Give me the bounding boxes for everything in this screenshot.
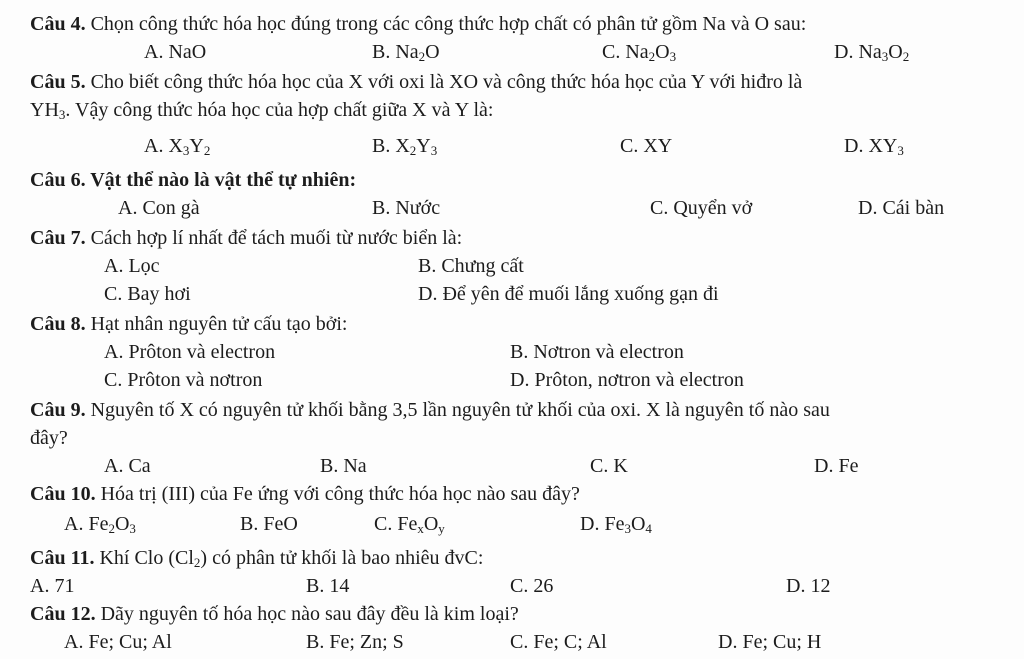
option-label: B. xyxy=(372,135,396,157)
option-d xyxy=(718,630,821,654)
option-d xyxy=(580,512,652,536)
question-5 xyxy=(30,70,802,94)
text-run: Fe xyxy=(397,513,418,535)
subscript: 3 xyxy=(182,143,190,158)
question-text: Nguyên tố X có nguyên tử khối bằng 3,5 lần nguyên tử khối của oxi. X là nguyên tố nào sau xyxy=(85,399,830,421)
text-run: 12 xyxy=(810,575,831,597)
option-label: C. xyxy=(590,455,614,477)
text-run: Na xyxy=(343,455,367,477)
option-label: A. xyxy=(144,135,169,157)
option-label: D. xyxy=(418,283,443,305)
option-c xyxy=(104,368,262,392)
option-label: D. xyxy=(844,135,869,157)
text-run: 26 xyxy=(533,575,554,597)
text-run: O xyxy=(630,513,646,535)
option-c xyxy=(602,40,676,64)
option-label: D. xyxy=(786,575,811,597)
option-label: B. xyxy=(240,513,264,535)
text-run: 14 xyxy=(329,575,350,597)
option-label: A. xyxy=(104,255,129,277)
question-number: Câu 5. xyxy=(30,71,86,93)
option-label: A. xyxy=(104,341,129,363)
option-c xyxy=(620,134,672,158)
subscript: 2 xyxy=(418,49,426,64)
text-run: Na xyxy=(395,41,419,63)
option-d xyxy=(814,454,858,478)
subscript: 2 xyxy=(203,143,211,158)
option-a xyxy=(30,574,74,598)
option-a xyxy=(144,134,210,158)
subscript: 3 xyxy=(881,49,889,64)
question-10 xyxy=(30,482,580,506)
text-run: YH xyxy=(30,99,59,121)
option-label: A. xyxy=(64,513,89,535)
text-run: . Vậy công thức hóa học của hợp chất giữa X và Y là: xyxy=(65,99,494,121)
option-label: D. xyxy=(718,631,743,653)
text-run: Ca xyxy=(128,455,151,477)
text-run: Con gà xyxy=(142,197,200,219)
text-run: O xyxy=(425,41,440,63)
question-number: Câu 6. xyxy=(30,169,86,191)
text-run: Y xyxy=(189,135,204,157)
subscript: y xyxy=(438,521,445,536)
question-7 xyxy=(30,226,462,250)
option-label: C. xyxy=(374,513,398,535)
option-d xyxy=(418,282,719,306)
option-label: B. xyxy=(306,631,330,653)
option-label: A. xyxy=(118,197,143,219)
text-run: Y xyxy=(416,135,431,157)
text-run: Cái bàn xyxy=(882,197,945,219)
text-run: O xyxy=(423,513,439,535)
option-label: B. xyxy=(320,455,344,477)
question-9 xyxy=(30,398,830,422)
subscript: 2 xyxy=(193,555,201,570)
subscript: x xyxy=(417,521,424,536)
option-label: D. xyxy=(834,41,859,63)
option-label: C. xyxy=(104,283,128,305)
option-c xyxy=(650,196,752,220)
option-c xyxy=(510,574,553,598)
option-label: C. xyxy=(510,575,534,597)
option-b xyxy=(510,340,684,364)
text-run: Fe xyxy=(604,513,625,535)
text-run: Fe xyxy=(838,455,859,477)
subscript: 3 xyxy=(669,49,677,64)
subscript: 2 xyxy=(648,49,656,64)
option-b xyxy=(320,454,367,478)
text-run: X xyxy=(395,135,410,157)
question-text: Vật thể nào là vật thể tự nhiên: xyxy=(85,169,357,191)
option-label: C. xyxy=(620,135,644,157)
question-number: Câu 12. xyxy=(30,603,96,625)
question-number: Câu 8. xyxy=(30,313,86,335)
subscript: 3 xyxy=(897,143,904,158)
option-label: D. xyxy=(814,455,839,477)
option-a xyxy=(64,630,172,654)
option-c xyxy=(510,630,607,654)
option-b xyxy=(372,134,437,158)
option-d xyxy=(858,196,944,220)
subscript: 3 xyxy=(624,521,631,536)
subscript: 4 xyxy=(645,521,652,536)
subscript: 3 xyxy=(58,107,66,122)
question-number: Câu 11. xyxy=(30,547,95,569)
question-number: Câu 7. xyxy=(30,227,86,249)
text-run: 71 xyxy=(54,575,75,597)
subscript: 2 xyxy=(108,521,115,536)
question-number: Câu 4. xyxy=(30,13,86,35)
option-label: B. xyxy=(510,341,534,363)
question-text: Dãy nguyên tố hóa học nào sau đây đều là kim loại? xyxy=(95,603,519,625)
text-run: Fe; Zn; S xyxy=(329,631,404,653)
subscript: 2 xyxy=(409,143,417,158)
text-run: Lọc xyxy=(128,255,160,277)
option-c xyxy=(104,282,191,306)
question-text: Hạt nhân nguyên tử cấu tạo bởi: xyxy=(85,313,348,335)
question-text: Cách hợp lí nhất để tách muối từ nước biển là: xyxy=(85,227,463,249)
question-text: Chọn công thức hóa học đúng trong các công thức hợp chất có phân tử gồm Na và O sau: xyxy=(85,13,807,35)
text-run: đây? xyxy=(30,427,68,449)
option-label: C. xyxy=(104,369,128,391)
text-run: Bay hơi xyxy=(127,283,191,305)
text-run: Prôton, nơtron và electron xyxy=(534,369,744,391)
option-b xyxy=(372,196,440,220)
text-run: Na xyxy=(625,41,649,63)
text-run: Prôton và nơtron xyxy=(127,369,263,391)
question-text xyxy=(94,547,483,569)
option-a xyxy=(64,512,136,536)
option-b xyxy=(306,574,349,598)
text-run: Nơtron và electron xyxy=(533,341,684,363)
text-run: K xyxy=(613,455,628,477)
question-12 xyxy=(30,602,519,626)
text-run: Để yên để muối lắng xuống gạn đi xyxy=(442,283,719,305)
text-run: O xyxy=(655,41,670,63)
option-b xyxy=(418,254,524,278)
text-run: O xyxy=(114,513,130,535)
text-run: X xyxy=(168,135,183,157)
question-8 xyxy=(30,312,347,336)
option-label: C. xyxy=(602,41,626,63)
option-label: B. xyxy=(306,575,330,597)
text-run: FeO xyxy=(263,513,298,535)
text-run: Prôton và electron xyxy=(128,341,276,363)
question-4 xyxy=(30,12,806,36)
text-run: ) có phân tử khối là bao nhiêu đvC: xyxy=(200,547,484,569)
question-5-line2 xyxy=(30,98,493,122)
option-d xyxy=(510,368,744,392)
text-run: Fe; Cu; Al xyxy=(88,631,172,653)
question-number: Câu 10. xyxy=(30,483,96,505)
option-label: A. xyxy=(144,41,169,63)
option-label: B. xyxy=(418,255,442,277)
option-label: A. xyxy=(104,455,129,477)
option-a xyxy=(118,196,200,220)
option-c xyxy=(374,512,445,536)
option-label: D. xyxy=(510,369,535,391)
text-run: Khí Clo (Cl xyxy=(94,547,194,569)
option-label: C. xyxy=(650,197,674,219)
option-a xyxy=(104,254,160,278)
option-b xyxy=(372,40,440,64)
text-run: Fe; C; Al xyxy=(533,631,607,653)
option-label: B. xyxy=(372,41,396,63)
option-d xyxy=(786,574,830,598)
option-b xyxy=(306,630,404,654)
question-text: Cho biết công thức hóa học của X với oxi là XO và công thức hóa học của Y với hiđro là xyxy=(85,71,803,93)
question-text: Hóa trị (III) của Fe ứng với công thức hóa học nào sau đây? xyxy=(95,483,580,505)
option-a xyxy=(104,454,151,478)
subscript: 3 xyxy=(129,521,136,536)
text-run: XY xyxy=(868,135,898,157)
option-d xyxy=(834,40,909,64)
text-run: Fe; Cu; H xyxy=(742,631,822,653)
subscript: 3 xyxy=(430,143,438,158)
option-label: C. xyxy=(510,631,534,653)
text-run: XY xyxy=(643,135,673,157)
text-run: Chưng cất xyxy=(441,255,524,277)
question-number: Câu 9. xyxy=(30,399,86,421)
subscript: 2 xyxy=(902,49,910,64)
text-run: Quyển vở xyxy=(673,197,753,219)
option-b xyxy=(240,512,298,536)
option-d xyxy=(844,134,904,158)
option-c xyxy=(590,454,628,478)
option-label: A. xyxy=(64,631,89,653)
question-11 xyxy=(30,546,483,570)
option-label: D. xyxy=(580,513,605,535)
option-label: D. xyxy=(858,197,883,219)
option-label: A. xyxy=(30,575,55,597)
text-run: Na xyxy=(858,41,882,63)
text-run: NaO xyxy=(168,41,207,63)
text-run: O xyxy=(888,41,903,63)
question-9-line2 xyxy=(30,426,68,450)
question-6 xyxy=(30,168,356,192)
option-label: B. xyxy=(372,197,396,219)
option-a xyxy=(104,340,275,364)
text-run: Nước xyxy=(395,197,441,219)
option-a xyxy=(144,40,206,64)
text-run: Fe xyxy=(88,513,109,535)
